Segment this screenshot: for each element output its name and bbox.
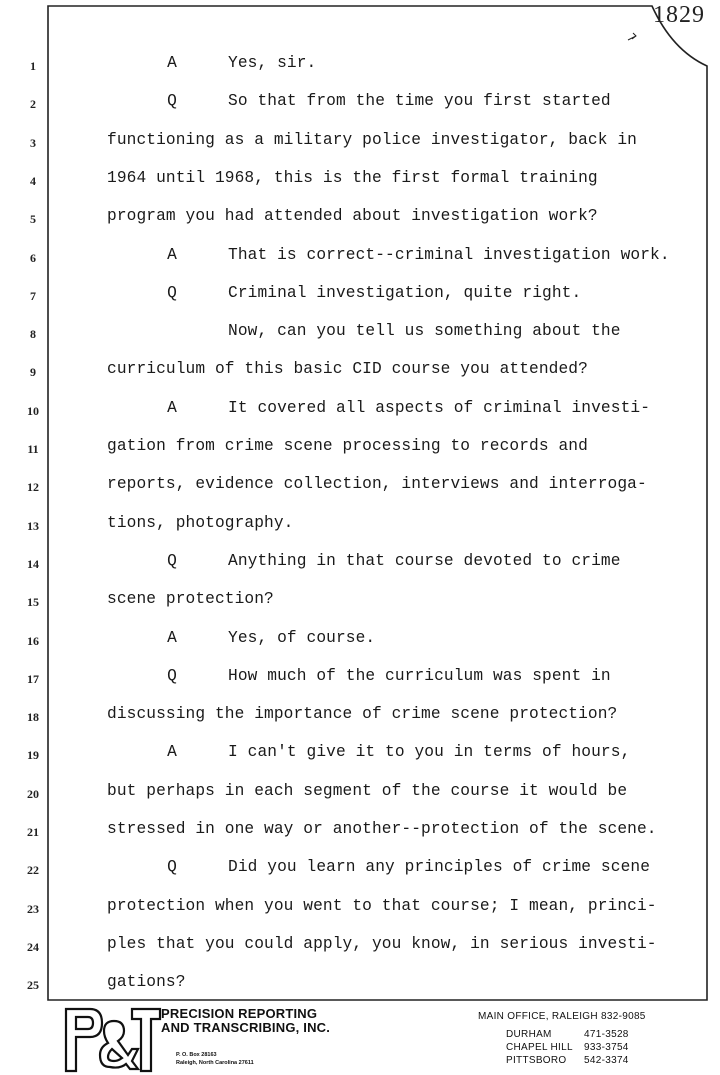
line-number: 21 bbox=[27, 825, 39, 839]
transcript-line: Now, can you tell us something about the bbox=[228, 322, 621, 341]
line-number: 9 bbox=[30, 365, 36, 380]
transcript-line: functioning as a military police investigator, back in bbox=[107, 130, 637, 149]
logo-letter-p bbox=[66, 1009, 102, 1071]
transcript-line: program you had attended about investigation work? bbox=[107, 207, 598, 226]
line-number: 7 bbox=[30, 288, 36, 303]
line-number: 17 bbox=[27, 671, 39, 686]
transcript-line: but perhaps in each segment of the course it would be bbox=[107, 781, 628, 800]
line-number: 5 bbox=[30, 212, 36, 227]
office-city: DURHAM bbox=[506, 1029, 552, 1040]
speaker-label: A bbox=[167, 398, 177, 417]
transcript-line: discussing the importance of crime scene protection? bbox=[107, 705, 618, 724]
line-number: 2 bbox=[30, 97, 36, 112]
transcript-line: Yes, sir. bbox=[228, 54, 317, 72]
firm-logo bbox=[62, 1003, 162, 1073]
line-number: 8 bbox=[30, 327, 36, 342]
transcript-line: How much of the curriculum was spent in bbox=[228, 666, 611, 685]
transcript-line: It covered all aspects of criminal investi- bbox=[228, 398, 651, 417]
line-number: 10 bbox=[27, 403, 39, 418]
logo-ampersand bbox=[100, 1021, 138, 1069]
firm-name-line1: PRECISION REPORTING bbox=[161, 1006, 318, 1021]
line-number: 1 bbox=[30, 59, 36, 73]
main-office-phone: 832-9085 bbox=[601, 1011, 646, 1022]
speaker-label: A bbox=[167, 628, 177, 647]
speaker-label: A bbox=[167, 245, 177, 264]
line-number: 4 bbox=[30, 173, 36, 188]
transcript-line: protection when you went to that course; I mean, princi- bbox=[107, 896, 657, 915]
transcript-line: Did you learn any principles of crime scene bbox=[228, 858, 651, 877]
line-number: 24 bbox=[27, 939, 39, 954]
line-number: 3 bbox=[30, 135, 36, 150]
speaker-label: Q bbox=[167, 666, 177, 685]
transcript-line: stressed in one way or another--protection of the scene. bbox=[107, 820, 657, 838]
office-city: CHAPEL HILL bbox=[506, 1042, 573, 1053]
line-number: 22 bbox=[27, 863, 39, 878]
office-phone: 933-3754 bbox=[584, 1042, 629, 1053]
firm-name-line2: AND TRANSCRIBING, INC. bbox=[161, 1020, 331, 1035]
transcript-line: 1964 until 1968, this is the first formal training bbox=[107, 168, 598, 187]
firm-address-line1: P. O. Box 28163 bbox=[176, 1052, 217, 1058]
line-number: 14 bbox=[27, 556, 39, 571]
speaker-label: A bbox=[167, 54, 177, 72]
logo-letter-t bbox=[132, 1009, 160, 1071]
office-phone: 471-3528 bbox=[584, 1029, 629, 1040]
transcript-line: curriculum of this basic CID course you attended? bbox=[107, 360, 588, 379]
line-number: 25 bbox=[27, 978, 39, 993]
line-number: 19 bbox=[27, 748, 39, 763]
speaker-label: A bbox=[167, 743, 177, 762]
transcript-line: Criminal investigation, quite right. bbox=[228, 283, 582, 302]
transcript-line: That is correct--criminal investigation work. bbox=[228, 245, 670, 264]
line-number: 12 bbox=[27, 480, 39, 495]
speaker-label: Q bbox=[167, 283, 177, 302]
transcript-line: So that from the time you first started bbox=[228, 92, 611, 111]
main-office bbox=[478, 1011, 646, 1022]
line-number: 16 bbox=[27, 633, 39, 648]
transcript-line: gation from crime scene processing to records and bbox=[107, 437, 588, 455]
transcript-line: Yes, of course. bbox=[228, 628, 376, 647]
transcript-line: gations? bbox=[107, 973, 186, 992]
corner-mark-icon bbox=[628, 33, 636, 40]
speaker-label: Q bbox=[167, 92, 177, 111]
transcript-line: scene protection? bbox=[107, 590, 274, 609]
line-number: 13 bbox=[27, 518, 39, 533]
transcript-line: Anything in that course devoted to crime bbox=[228, 551, 621, 570]
line-number: 23 bbox=[27, 901, 39, 916]
line-number: 18 bbox=[27, 710, 39, 725]
speaker-label: Q bbox=[167, 858, 177, 877]
transcript-line: I can't give it to you in terms of hours, bbox=[228, 743, 631, 762]
firm-address-line2: Raleigh, North Carolina 27611 bbox=[176, 1060, 254, 1066]
line-number: 20 bbox=[27, 786, 39, 801]
line-number: 11 bbox=[27, 442, 39, 456]
main-office-label: MAIN OFFICE, RALEIGH bbox=[478, 1011, 598, 1022]
transcript-line: tions, photography. bbox=[107, 513, 294, 532]
speaker-label: Q bbox=[167, 551, 177, 570]
page-number: 1829 bbox=[653, 2, 705, 28]
office-city: PITTSBORO bbox=[506, 1055, 567, 1066]
transcript-line: reports, evidence collection, interviews and interroga- bbox=[107, 475, 647, 494]
transcript-line: ples that you could apply, you know, in serious investi- bbox=[107, 934, 657, 953]
frame-border bbox=[48, 6, 707, 1000]
line-number: 15 bbox=[27, 595, 39, 610]
line-number: 6 bbox=[30, 250, 36, 265]
office-phone: 542-3374 bbox=[584, 1055, 629, 1066]
